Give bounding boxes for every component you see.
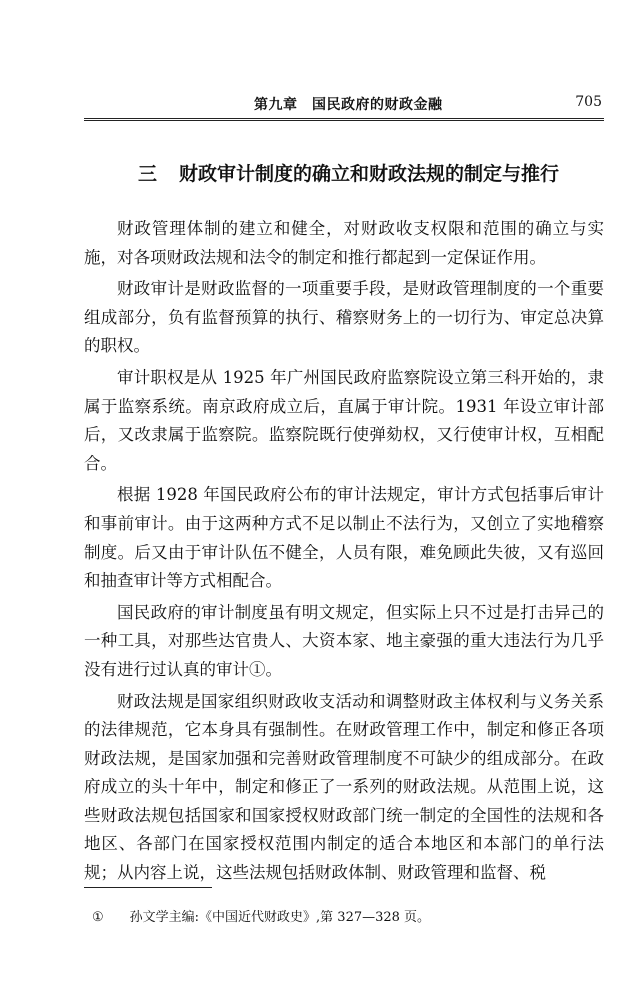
paragraph-1: 财政管理体制的建立和健全，对财政收支权限和范围的确立与实施，对各项财政法规和法令的制定和推行都起到一定保证作用。 <box>84 219 604 267</box>
section-title: 财政审计制度的确立和财政法规的制定与推行 <box>179 163 560 185</box>
footnote-reference: ①。 <box>249 659 282 679</box>
header-rule-thin <box>84 120 604 121</box>
paragraph-6: 财政法规是国家组织财政收支活动和调整财政主体权利与义务关系的法律规范，它本身具有强制性。在财政管理工作中，制定和修正各项财政法规，是国家加强和完善财政管理制度不可缺少的组成部分。在政府成立的头十年中，制定和修正了一系列的财政法规。从范围上说，这些财政法规包括国家和国家授权财政部门统一制定的全国性的法规和各地区、各部门在国家授权范围内制定的适合本地区和本部门的单行法规；从内容上说，这些法规包括财政体制、财政管理和监督、税 <box>84 691 604 883</box>
paragraph-5 <box>84 599 604 685</box>
section-heading <box>138 159 559 186</box>
header-rule <box>84 118 604 119</box>
paragraph-5-text: 国民政府的审计制度虽有明文规定，但实际上只不过是打击异己的一种工具，对那些达官贵人、大资本家、地主豪强的重大违法行为几乎没有进行过认真的审计 <box>84 602 604 679</box>
page-number: 705 <box>575 94 602 110</box>
paragraph-4: 根据 1928 年国民政府公布的审计法规定，审计方式包括事后审计和事前审计。由于这两种方式不足以制止不法行为，又创立了实地稽察制度。后又由于审计队伍不健全，人员有限，难免顾此失彼，又有巡回和抽查审计等方式相配合。 <box>84 485 604 591</box>
body-text <box>84 215 604 891</box>
footnote-text: 孙文学主编:《中国近代财政史》,第 327—328 页。 <box>129 910 431 925</box>
section-number: 三 <box>138 163 158 185</box>
running-header <box>84 94 604 120</box>
paragraph-2: 财政审计是财政监督的一项重要手段，是财政管理制度的一个重要组成部分，负有监督预算的执行、稽察财务上的一切行为、审定总决算的职权。 <box>84 279 604 356</box>
footnote <box>92 906 430 925</box>
footnote-divider <box>84 887 212 888</box>
paragraph-3: 审计职权是从 1925 年广州国民政府监察院设立第三科开始的，隶属于监察系统。南京政府成立后，直属于审计院。1931 年设立审计部后，又改隶属于监察院。监察院既行使弹劾权，又行使审计权，互相配合。 <box>84 367 604 473</box>
chapter-title: 第九章 国民政府的财政金融 <box>254 97 443 113</box>
footnote-marker: ① <box>92 910 104 925</box>
